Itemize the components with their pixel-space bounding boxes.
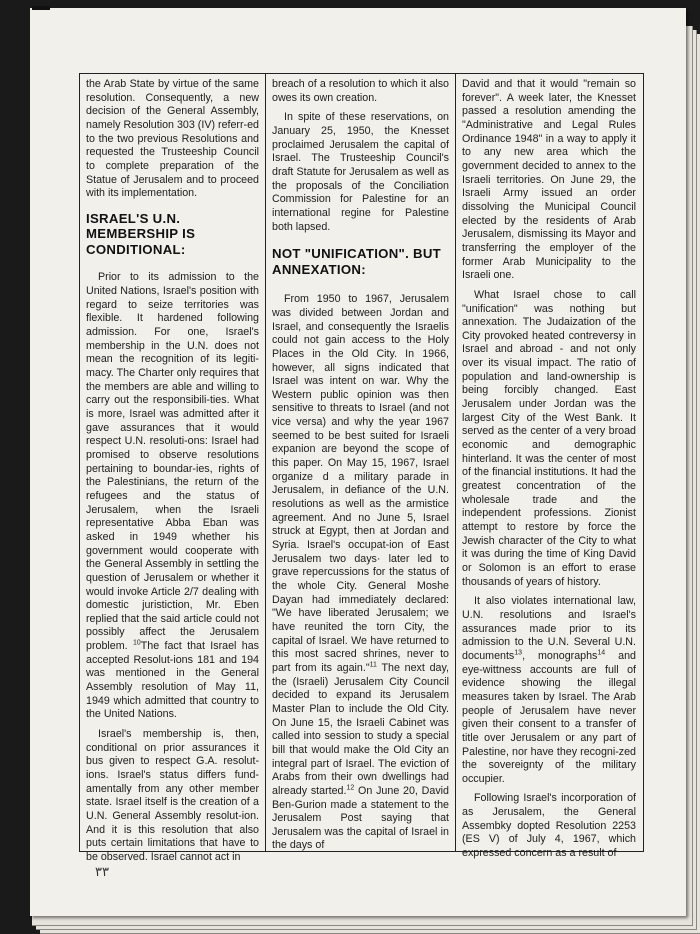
paragraph-text: Prior to its admission to the United Nations, Israel's position with regard to seize territories was flexible. It hardened following admission. For one, Israel's membership in the U.N. does not mean the recognition of its legiti-macy. The Charter only requires that the members are able and willing to carry out the responsibili-ties. What is more, Israel was admitted after it gave assurances that it would respect U.N. resoluti-ons: Israel had promised to observe resolutions pertaining to boundar-ies, rights of the Palestinians, the return of the refugees and the status of Jerusalem, when the Israeli representative Abba Eban was asked in 1949 whether his government would cooperate with the General Assembly in settling the question of Jerusalem or whether it would invoke Article 2/7 dealing with domestic juristiction, Mr. Eben replied that the said article could not possibly affect the Jerusalem problem. (86, 271, 259, 653)
paragraph: David and that it would "remain so forever". A week later, the Knesset passed a resolution amending the "Administrative and Legal Rules Ordinance 1948" in a way to apply it to any new area which the government decided to annex to the Israeli territories. On June 29, the Israeli Army issued an order dissolving the Municipal Council elected by the residents of Arab Jerusalem, dismissing its Mayor and transferring the employer of the former Arab Municipality to the Israeli one. (462, 78, 636, 282)
paragraph-text: From 1950 to 1967, Jerusalem was divided between Jordan and Israel, and consequently the Israelis could not gain access to the Holy Places in the Old City. In 1966, however, all signs indicated that Israel was intent on war. Why the Western public opinion was then sensitive to threats to Israel (and not vice versa) and why the year 1967 seemed to be best suited for Israeli expanion are beyond the scope of this paper. On May 15, 1967, Israel organize d a military parade in Jerusalem, in defiance of the U.N. resolutions as well as the armistice agreement. And no June 5, Israel struck at Egypt, then at Jordan and Syria. Israel's occupat-ion of East Jerusalem two days· later led to grave repercussions for the status of the whole City. General Moshe Dayan had immediately declared: "We have liberated Jerusalem; we have reunited the torn City, the capital of Israel. We have returned to this most sacred shrines, never to part from its again." (272, 293, 449, 674)
page-number: ٣٣ (95, 865, 109, 880)
paragraph-text: , monographs (522, 649, 598, 662)
paragraph-text: The fact that Israel has accepted Resolut-ions 181 and 194 was mentioned in the General Assembly resolution of May 11, 1949 which admitted that country to the United Nations. (86, 640, 259, 721)
paragraph: Following Israel's incorporation of as Jerusalem, the General Assembky dopted Resolution 2253 (ES V) of July 4, 1967, which expressed concern as a result of (462, 792, 636, 860)
paragraph-text: It also violates international law, U.N. resolutions and Israel's assurances made prior to its admission to the U.N. Several U.N. documents (462, 595, 636, 662)
paragraph: In spite of these reservations, on January 25, 1950, the Knesset proclaimed Jerusalem the capital of Israel. The Trusteeship Council's draft Statute for Jerusalem as well as the proposals of the Conciliation Commission for Palestine for an international regine for Palestine both lapsed. (272, 111, 449, 233)
paragraph: What Israel chose to call "unification" was nothing but annexation. The Judaization of the City provoked heated contreversy in Israel and abroad - and not only over its visual impact. The ratio of population and land-ownership is being forcibly changed. East Jerusalem under Jordan was the largest City of the West Bank. It served as the center of a very broad economic and demographic hinterland. It was the center of most of the financial institutions. It had the greatest concentration of the wholesale trade and the independent professions. Zionist attempt to restore by force the Jewish character of the City to what it was during the time of King David or Solomon is an effort to erase thousands of years of history. (462, 288, 636, 588)
paragraph: Israel's membership is, then, conditional on prior assurances it bus given to respect G.A. resolut-ions. Israel's status differs fund-amentally from any other member state. Israel itself is the creation of a U.N. General Assembly resolut-ion. And it is this resolution that also puts certain limitations that have to be observed. Israel cannot act in (86, 728, 259, 863)
footnote-ref: 13 (514, 649, 523, 657)
paragraph (272, 293, 449, 853)
section-heading-un-membership: ISRAEL'S U.N. MEMBERSHIP IS CONDITIONAL: (86, 210, 196, 257)
paragraph (462, 595, 636, 786)
column-middle (266, 74, 456, 851)
paragraph (86, 271, 259, 722)
paragraph: breach of a resolution to which it also owes its own creation. (272, 78, 449, 104)
paragraph-text: and eye-wittness accounts are full of evidence showing the illegal measures taken by Israel. The Arab people of Jerusalem have never given their consent to a transfer of title over Jerusalem or any part of Palestine, nor have they recogni-zed the sovereignty of the military occupier. (462, 649, 636, 785)
paragraph-text: The next day, the (Israeli) Jerusalem City Council decided to expand its Jerusalem Master Plan to include the Old City. On June 15, the Israeli Cabinet was called into session to study a special bill that would make the Old City an integral part of Israel. The eviction of Arabs from their own dwellings had already started. (272, 661, 449, 797)
corner-mark (32, 6, 50, 10)
footnote-ref: 12 (346, 784, 355, 792)
paragraph-text: On June 20, David Ben-Gurion made a statement to the Jerusalem Post saying that Jerusalem was the capital of Israel in the days of (272, 784, 449, 852)
column-left (80, 74, 266, 863)
footnote-ref: 11 (369, 661, 377, 669)
text-frame (79, 73, 644, 863)
paragraph: the Arab State by virtue of the same resolution. Consequently, a new decision of the General Assembly, namely Resolution 303 (IV) referr-ed to the two previous Resolutions and requested the Trusteeship Council to complete preparation of the Statue of Jerusalem and to proceed with its implementation. (86, 78, 259, 200)
footnote-ref: 10 (132, 639, 141, 647)
footnote-ref: 14 (597, 649, 606, 657)
column-right (456, 74, 642, 860)
section-heading-annexation: NOT "UNIFICATION". BUT ANNEXATION: (272, 246, 442, 277)
